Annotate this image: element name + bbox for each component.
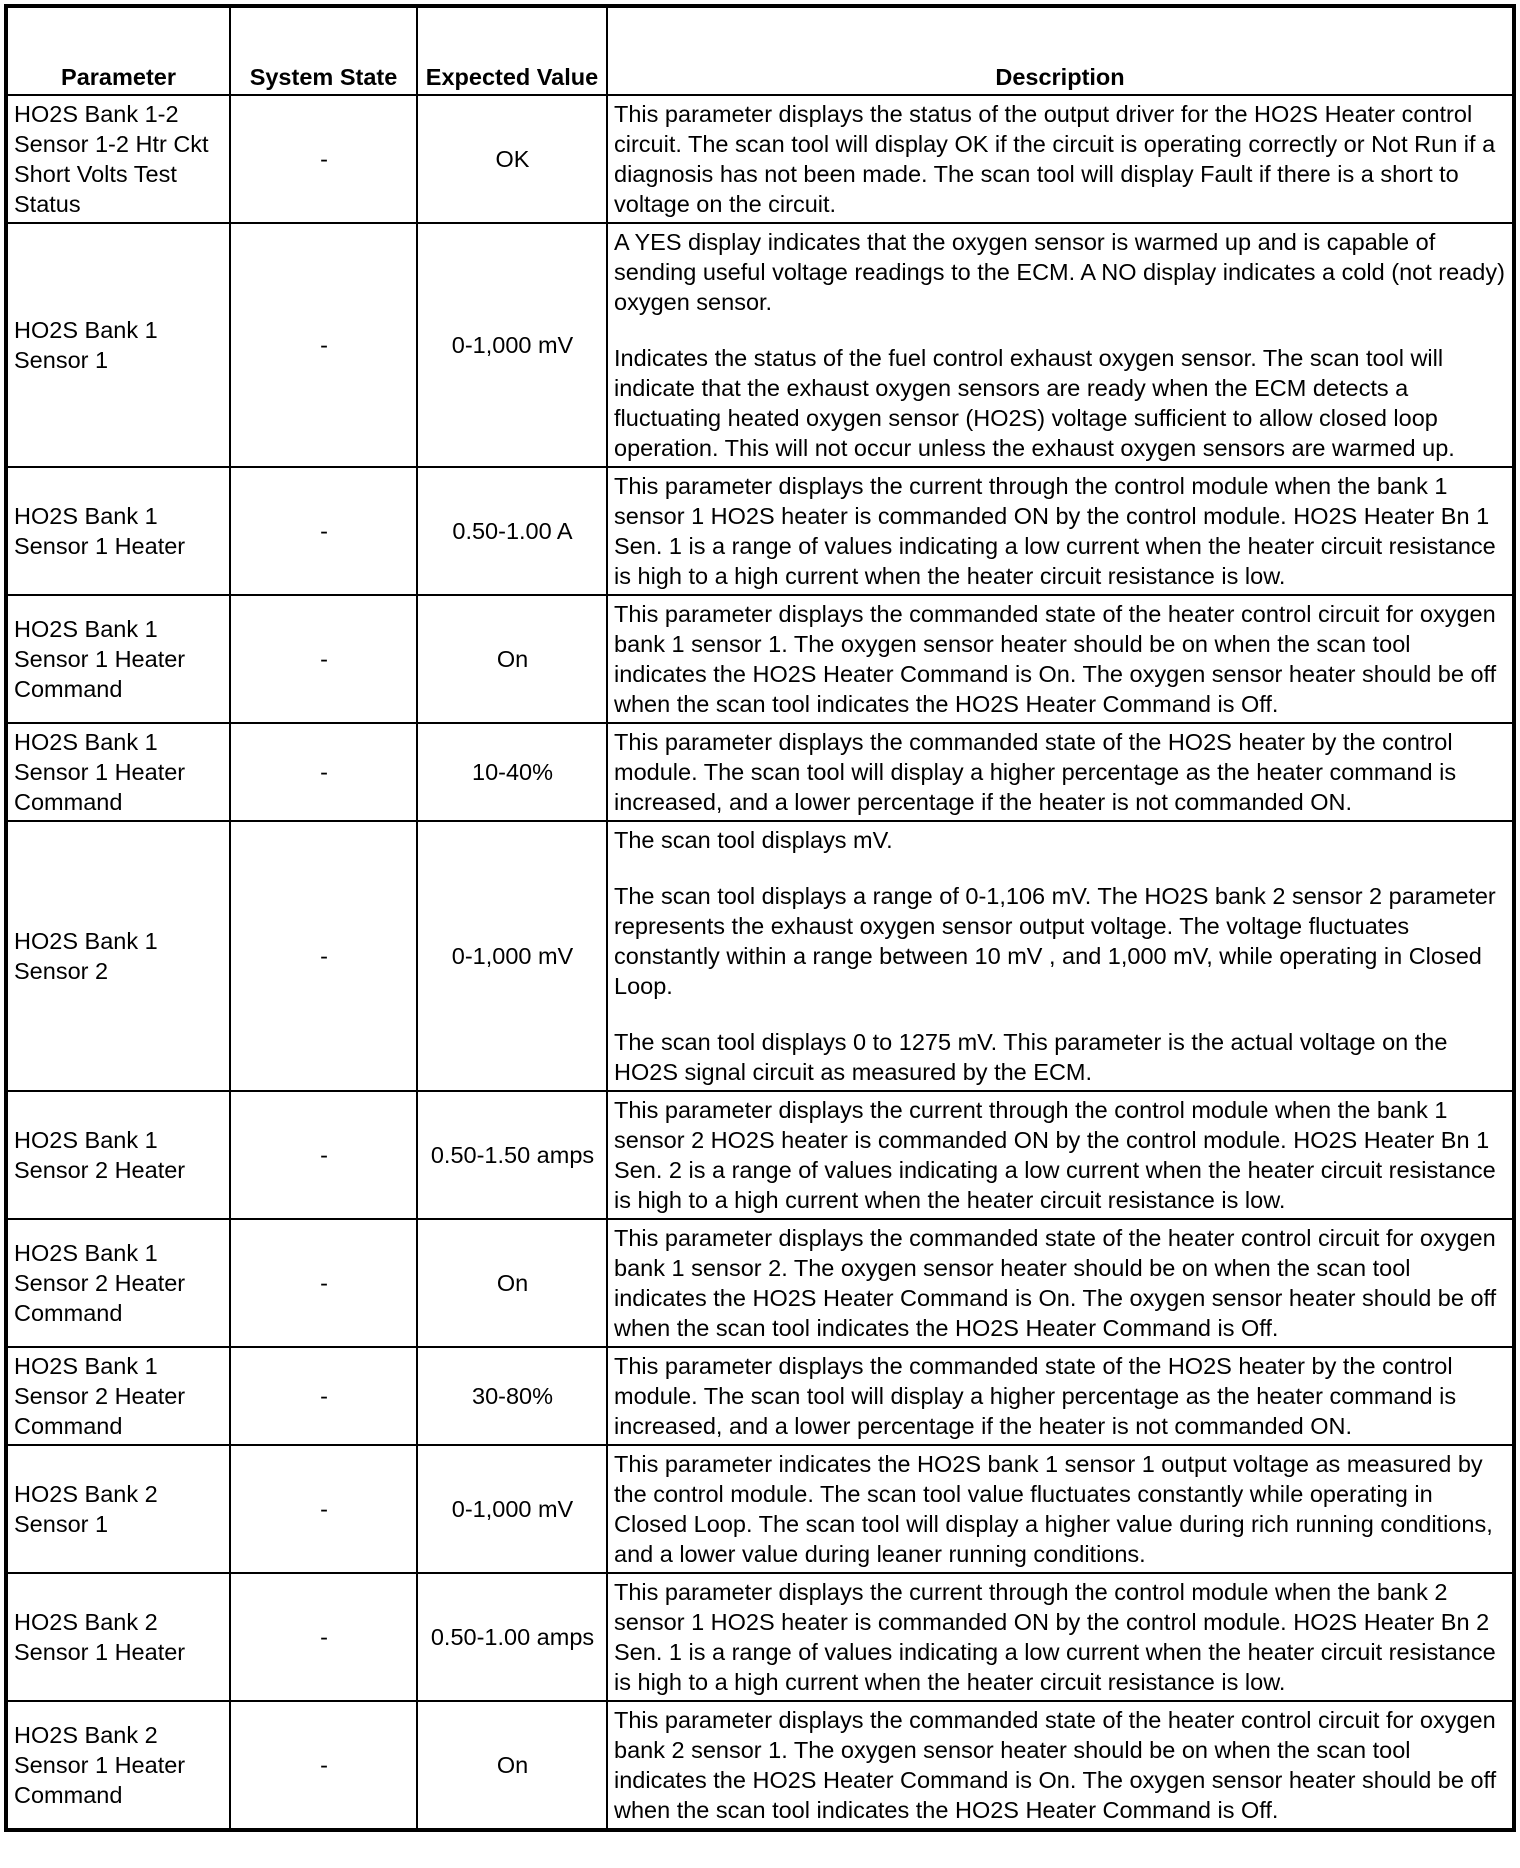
system-state-cell: -	[230, 467, 417, 595]
description-paragraph: This parameter displays the commanded state of the heater control circuit for oxygen bank 1 sensor 2. The oxygen sensor heater should be on when the scan tool indicates the HO2S Heater Command is On. The oxygen sensor heater should be off when the scan tool indicates the HO2S Heater Command is Off.	[614, 1225, 1497, 1341]
table-row	[6, 595, 1514, 723]
description-cell	[607, 595, 1514, 723]
description-paragraph: Indicates the status of the fuel control exhaust oxygen sensor. The scan tool will indicate that the exhaust oxygen sensors are ready when the ECM detects a fluctuating heated oxygen sensor (HO2S) voltage sufficient to allow closed loop operation. This will not occur unless the exhaust oxygen sensors are warmed up.	[614, 345, 1455, 461]
description-paragraph: The scan tool displays a range of 0-1,106 mV. The HO2S bank 2 sensor 2 parameter represents the exhaust oxygen sensor output voltage. The voltage fluctuates constantly within a range between 10 mV , and 1,000 mV, while operating in Closed Loop.	[614, 883, 1496, 999]
description-cell	[607, 95, 1514, 223]
header-system-state: System State	[230, 6, 417, 95]
parameter-cell: HO2S Bank 1 Sensor 1 Heater	[6, 467, 230, 595]
expected-value-cell: 0.50-1.00 amps	[417, 1573, 607, 1701]
parameter-cell: HO2S Bank 1 Sensor 2	[6, 821, 230, 1091]
table-row	[6, 1573, 1514, 1701]
description-cell	[607, 723, 1514, 821]
table-row	[6, 1219, 1514, 1347]
description-paragraph: A YES display indicates that the oxygen sensor is warmed up and is capable of sending useful voltage readings to the ECM. A NO display indicates a cold (not ready) oxygen sensor.	[614, 229, 1505, 315]
description-cell	[607, 467, 1514, 595]
parameter-cell: HO2S Bank 2 Sensor 1	[6, 1445, 230, 1573]
expected-value-cell: 0-1,000 mV	[417, 223, 607, 467]
table-row	[6, 1701, 1514, 1830]
table-row	[6, 1347, 1514, 1445]
table-body	[6, 95, 1514, 1830]
header-description: Description	[607, 6, 1514, 95]
system-state-cell: -	[230, 1091, 417, 1219]
description-cell	[607, 1573, 1514, 1701]
expected-value-cell: 0.50-1.00 A	[417, 467, 607, 595]
system-state-cell: -	[230, 1219, 417, 1347]
description-cell	[607, 1701, 1514, 1830]
parameter-cell: HO2S Bank 1 Sensor 2 Heater Command	[6, 1347, 230, 1445]
description-paragraph: This parameter displays the status of the output driver for the HO2S Heater control circuit. The scan tool will display OK if the circuit is operating correctly or Not Run if a diagnosis has not been made. The scan tool will display Fault if there is a short to voltage on the circuit.	[614, 101, 1496, 217]
description-cell	[607, 1091, 1514, 1219]
parameter-cell: HO2S Bank 1 Sensor 2 Heater Command	[6, 1219, 230, 1347]
table-row	[6, 1445, 1514, 1573]
parameter-cell: HO2S Bank 2 Sensor 1 Heater Command	[6, 1701, 230, 1830]
description-paragraph: This parameter displays the current through the control module when the bank 2 sensor 1 HO2S heater is commanded ON by the control module. HO2S Heater Bn 2 Sen. 1 is a range of values indicating a low current when the heater circuit resistance is high to a high current when the heater circuit resistance is low.	[614, 1579, 1496, 1695]
system-state-cell: -	[230, 1573, 417, 1701]
system-state-cell: -	[230, 1701, 417, 1830]
header-parameter: Parameter	[6, 6, 230, 95]
parameter-table	[4, 4, 1516, 1832]
expected-value-cell: 0.50-1.50 amps	[417, 1091, 607, 1219]
description-paragraph: This parameter displays the commanded state of the heater control circuit for oxygen bank 2 sensor 1. The oxygen sensor heater should be on when the scan tool indicates the HO2S Heater Command is On. The oxygen sensor heater should be off when the scan tool indicates the HO2S Heater Command is Off.	[614, 1707, 1497, 1823]
expected-value-cell: OK	[417, 95, 607, 223]
expected-value-cell: On	[417, 1701, 607, 1830]
table-row	[6, 467, 1514, 595]
table-row	[6, 223, 1514, 467]
description-cell	[607, 1347, 1514, 1445]
expected-value-cell: On	[417, 1219, 607, 1347]
system-state-cell: -	[230, 1445, 417, 1573]
description-paragraph: This parameter displays the current through the control module when the bank 1 sensor 2 HO2S heater is commanded ON by the control module. HO2S Heater Bn 1 Sen. 2 is a range of values indicating a low current when the heater circuit resistance is high to a high current when the heater circuit resistance is low.	[614, 1097, 1496, 1213]
description-paragraph: This parameter displays the current through the control module when the bank 1 sensor 1 HO2S heater is commanded ON by the control module. HO2S Heater Bn 1 Sen. 1 is a range of values indicating a low current when the heater circuit resistance is high to a high current when the heater circuit resistance is low.	[614, 473, 1496, 589]
description-paragraph: This parameter displays the commanded state of the HO2S heater by the control module. The scan tool will display a higher percentage as the heater command is increased, and a lower percentage if the heater is not commanded ON.	[614, 1353, 1457, 1439]
table-row	[6, 95, 1514, 223]
parameter-cell: HO2S Bank 1-2 Sensor 1-2 Htr Ckt Short Volts Test Status	[6, 95, 230, 223]
description-paragraph: This parameter displays the commanded state of the HO2S heater by the control module. The scan tool will display a higher percentage as the heater command is increased, and a lower percentage if the heater is not commanded ON.	[614, 729, 1457, 815]
parameter-cell: HO2S Bank 1 Sensor 1 Heater Command	[6, 595, 230, 723]
expected-value-cell: On	[417, 595, 607, 723]
system-state-cell: -	[230, 595, 417, 723]
parameter-cell: HO2S Bank 1 Sensor 1 Heater Command	[6, 723, 230, 821]
description-paragraph: The scan tool displays mV.	[614, 827, 893, 853]
table-row	[6, 723, 1514, 821]
expected-value-cell: 10-40%	[417, 723, 607, 821]
header-row	[6, 6, 1514, 95]
table-row	[6, 821, 1514, 1091]
description-paragraph: The scan tool displays 0 to 1275 mV. This parameter is the actual voltage on the HO2S signal circuit as measured by the ECM.	[614, 1029, 1448, 1085]
header-expected-value: Expected Value	[417, 6, 607, 95]
system-state-cell: -	[230, 95, 417, 223]
expected-value-cell: 30-80%	[417, 1347, 607, 1445]
expected-value-cell: 0-1,000 mV	[417, 1445, 607, 1573]
parameter-cell: HO2S Bank 1 Sensor 2 Heater	[6, 1091, 230, 1219]
system-state-cell: -	[230, 1347, 417, 1445]
table-row	[6, 1091, 1514, 1219]
system-state-cell: -	[230, 223, 417, 467]
system-state-cell: -	[230, 821, 417, 1091]
system-state-cell: -	[230, 723, 417, 821]
description-cell	[607, 223, 1514, 467]
description-cell	[607, 1219, 1514, 1347]
description-paragraph: This parameter displays the commanded state of the heater control circuit for oxygen bank 1 sensor 1. The oxygen sensor heater should be on when the scan tool indicates the HO2S Heater Command is On. The oxygen sensor heater should be off when the scan tool indicates the HO2S Heater Command is Off.	[614, 601, 1497, 717]
description-cell	[607, 1445, 1514, 1573]
parameter-cell: HO2S Bank 1 Sensor 1	[6, 223, 230, 467]
parameter-cell: HO2S Bank 2 Sensor 1 Heater	[6, 1573, 230, 1701]
expected-value-cell: 0-1,000 mV	[417, 821, 607, 1091]
description-paragraph: This parameter indicates the HO2S bank 1 sensor 1 output voltage as measured by the control module. The scan tool value fluctuates constantly while operating in Closed Loop. The scan tool will display a higher value during rich running conditions, and a lower value during leaner running conditions.	[614, 1451, 1493, 1567]
description-cell	[607, 821, 1514, 1091]
